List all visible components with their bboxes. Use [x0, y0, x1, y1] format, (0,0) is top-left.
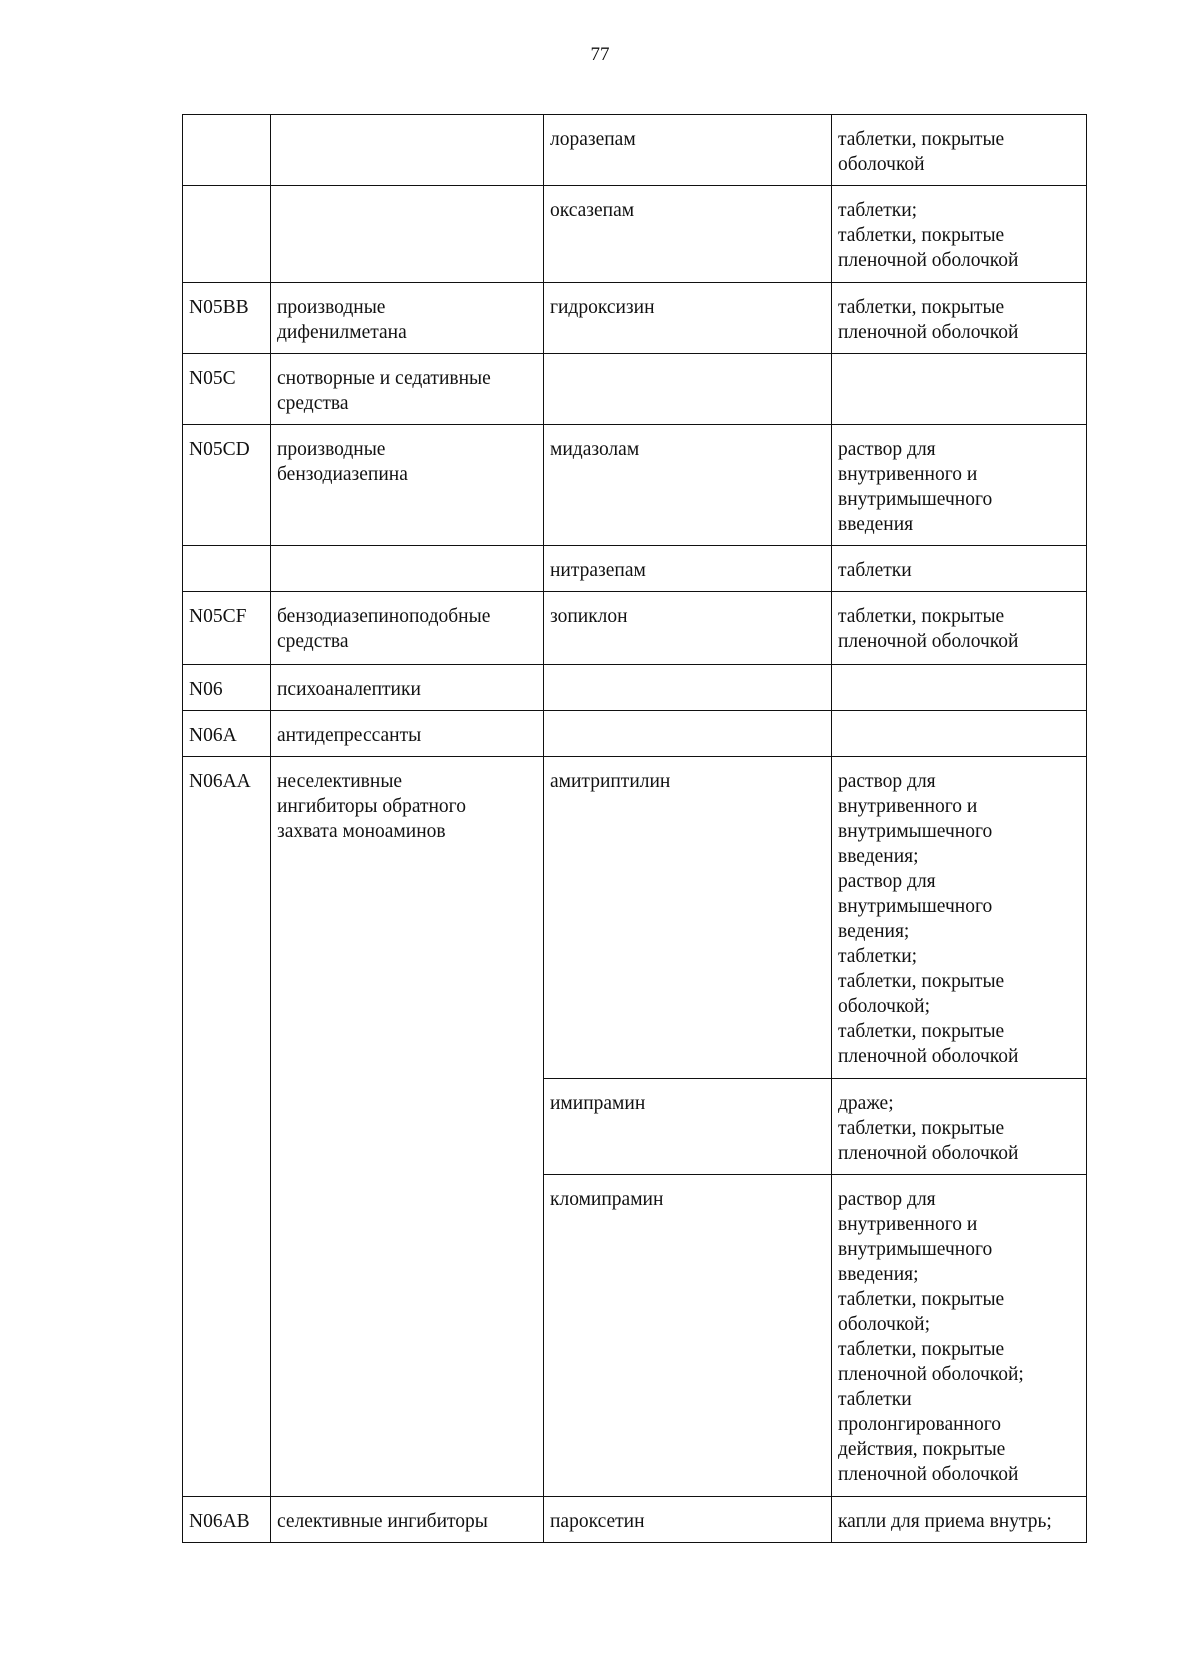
- drug-name-cell: мидазолам: [544, 425, 832, 546]
- drug-name-cell: амитриптилин: [544, 757, 832, 1079]
- dosage-form-cell: раствор для внутривенного и внутримышечного введения; раствор для внутримышечного ведения; таблетки; таблетки, покрытые оболочкой; таблетки, покрытые пленочной оболочкой: [832, 757, 1087, 1079]
- atc-code-cell: [183, 186, 271, 283]
- atc-code-cell: [183, 1175, 271, 1497]
- atc-code-cell: N06AB: [183, 1497, 271, 1543]
- group-name-cell: [271, 115, 544, 186]
- table-row: [183, 592, 1087, 665]
- drug-name-cell: нитразепам: [544, 546, 832, 592]
- dosage-form-cell: раствор для внутривенного и внутримышечного введения; таблетки, покрытые оболочкой; таблетки, покрытые пленочной оболочкой; таблетки пролонгированного действия, покрытые пленочной оболочкой: [832, 1175, 1087, 1497]
- drug-name-cell: оксазепам: [544, 186, 832, 283]
- atc-code-cell: [183, 546, 271, 592]
- dosage-form-cell: таблетки; таблетки, покрытые пленочной оболочкой: [832, 186, 1087, 283]
- atc-code-cell: [183, 1079, 271, 1175]
- dosage-form-cell: драже; таблетки, покрытые пленочной оболочкой: [832, 1079, 1087, 1175]
- atc-code-cell: N06AA: [183, 757, 271, 1079]
- table-row: [183, 186, 1087, 283]
- drug-name-cell: имипрамин: [544, 1079, 832, 1175]
- dosage-form-cell: раствор для внутривенного и внутримышечного введения: [832, 425, 1087, 546]
- group-name-cell: [271, 1079, 544, 1175]
- drug-name-cell: лоразепам: [544, 115, 832, 186]
- table-row: [183, 757, 1087, 1079]
- table-row: [183, 354, 1087, 425]
- table-row: [183, 1079, 1087, 1175]
- drug-name-cell: гидроксизин: [544, 283, 832, 354]
- table-row: [183, 425, 1087, 546]
- dosage-form-cell: капли для приема внутрь;: [832, 1497, 1087, 1543]
- drug-name-cell: пароксетин: [544, 1497, 832, 1543]
- dosage-form-cell: таблетки, покрытые пленочной оболочкой: [832, 283, 1087, 354]
- atc-code-cell: N05CD: [183, 425, 271, 546]
- drug-name-cell: [544, 354, 832, 425]
- dosage-form-cell: [832, 354, 1087, 425]
- table-body: [183, 115, 1087, 1543]
- group-name-cell: селективные ингибиторы: [271, 1497, 544, 1543]
- group-name-cell: [271, 186, 544, 283]
- drug-name-cell: зопиклон: [544, 592, 832, 665]
- group-name-cell: психоаналептики: [271, 665, 544, 711]
- drug-name-cell: [544, 665, 832, 711]
- group-name-cell: антидепрессанты: [271, 711, 544, 757]
- table-row: [183, 1497, 1087, 1543]
- group-name-cell: неселективные ингибиторы обратного захвата моноаминов: [271, 757, 544, 1079]
- table-row: [183, 1175, 1087, 1497]
- dosage-form-cell: [832, 665, 1087, 711]
- atc-code-cell: N05C: [183, 354, 271, 425]
- group-name-cell: производные дифенилметана: [271, 283, 544, 354]
- group-name-cell: [271, 546, 544, 592]
- drug-name-cell: [544, 711, 832, 757]
- dosage-form-cell: таблетки, покрытые пленочной оболочкой: [832, 592, 1087, 665]
- dosage-form-cell: таблетки: [832, 546, 1087, 592]
- table-row: [183, 711, 1087, 757]
- table-row: [183, 283, 1087, 354]
- atc-code-cell: [183, 115, 271, 186]
- group-name-cell: производные бензодиазепина: [271, 425, 544, 546]
- table-row: [183, 115, 1087, 186]
- group-name-cell: снотворные и седативные средства: [271, 354, 544, 425]
- table-row: [183, 546, 1087, 592]
- group-name-cell: бензодиазепиноподобные средства: [271, 592, 544, 665]
- atc-code-cell: N06A: [183, 711, 271, 757]
- atc-code-cell: N06: [183, 665, 271, 711]
- dosage-form-cell: таблетки, покрытые оболочкой: [832, 115, 1087, 186]
- dosage-form-cell: [832, 711, 1087, 757]
- page-number: 77: [590, 44, 610, 65]
- atc-code-cell: N05BB: [183, 283, 271, 354]
- medication-table: [182, 114, 1087, 1543]
- atc-code-cell: N05CF: [183, 592, 271, 665]
- group-name-cell: [271, 1175, 544, 1497]
- drug-name-cell: кломипрамин: [544, 1175, 832, 1497]
- table-row: [183, 665, 1087, 711]
